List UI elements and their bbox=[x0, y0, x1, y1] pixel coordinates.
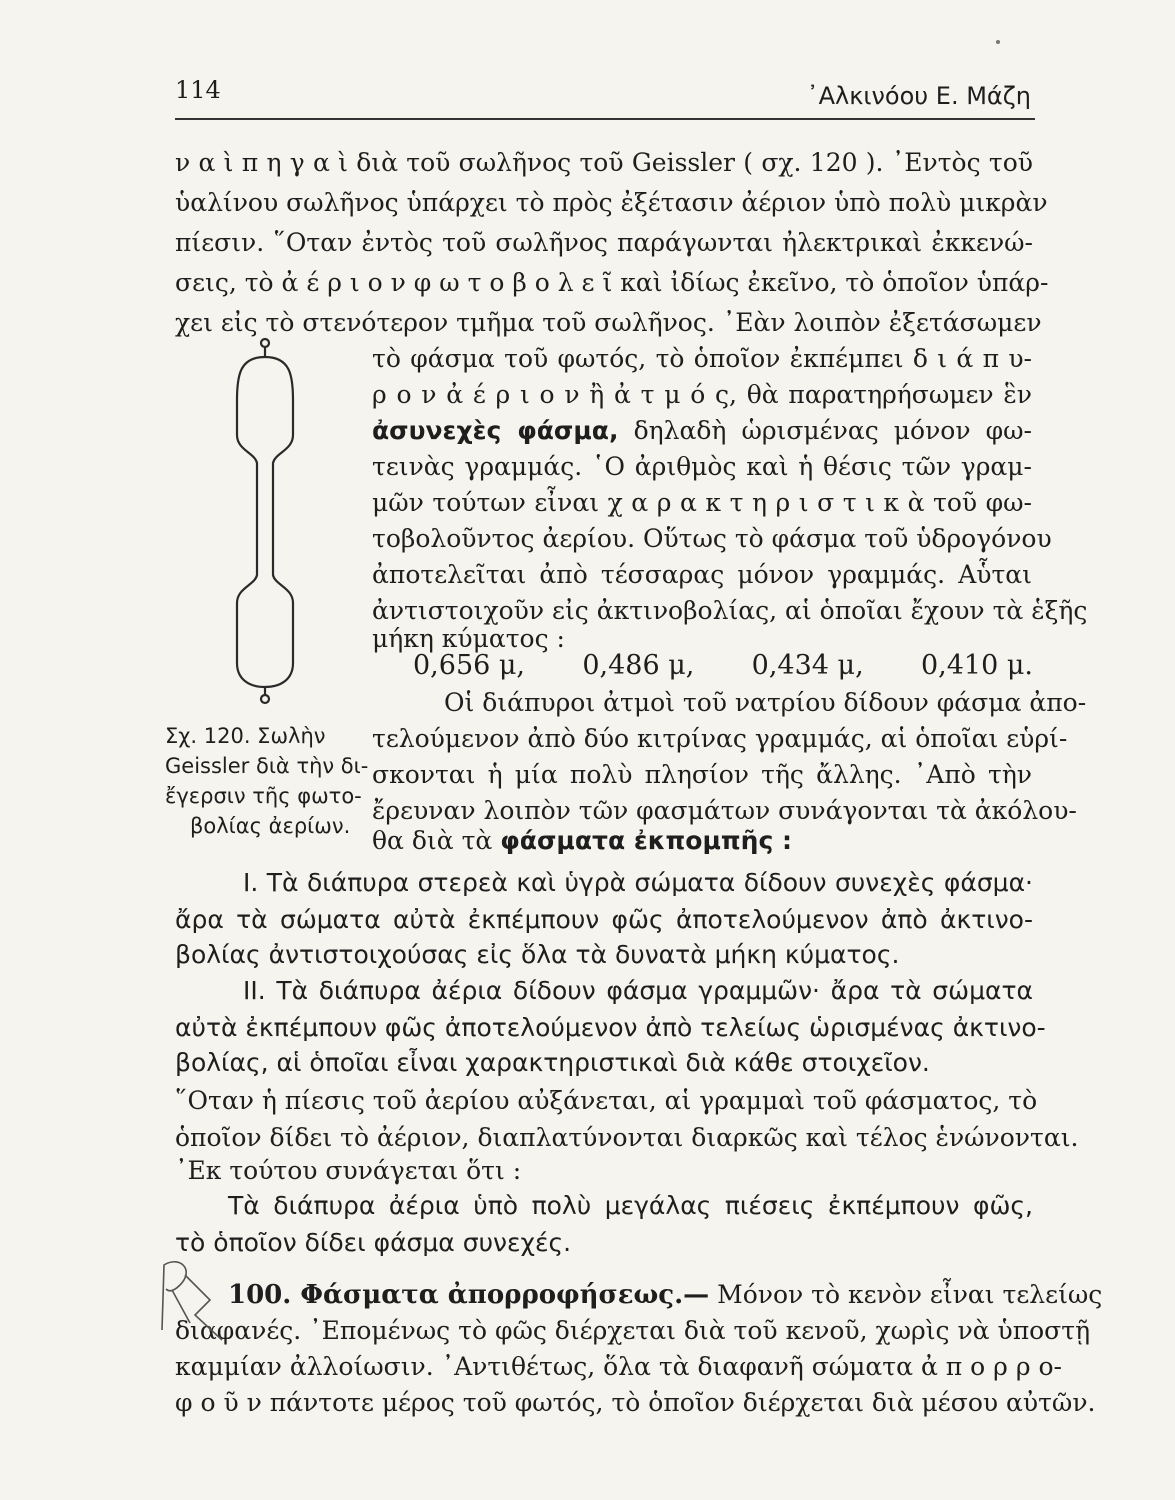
text-line: ἄρα τὰ σώματα αὐτὰ ἐκπέμπουν φῶς ἀποτελούμενον ἀπὸ ἀκτινο- bbox=[175, 905, 1033, 934]
text-line: σκονται ἡ μία πολὺ πλησίον τῆς ἄλλης. ᾿Απὸ τὴν bbox=[372, 760, 1032, 789]
text-line: ᾿Εκ τούτου συνάγεται ὅτι : bbox=[175, 1156, 522, 1185]
figure-caption-line: Geissler διὰ τὴν δι- bbox=[165, 754, 369, 778]
text-line: ἔρευναν λοιπὸν τῶν φασμάτων συνάγονται τὰ ἀκόλου- bbox=[372, 796, 1077, 825]
text-line: σεις, τὸ ἀ έ ρ ι ο ν φ ω τ ο β ο λ ε ῖ καὶ ἰδίως ἐκεῖνο, τὸ ὁποῖον ὑπάρ- bbox=[175, 268, 1049, 297]
text-span: θα διὰ τὰ bbox=[372, 826, 493, 855]
text-line: ἀποτελεῖται ἀπὸ τέσσαρας μόνον γραμμάς. Αὗται bbox=[372, 560, 1032, 589]
text-line: τεινὰς γραμμάς. ῾Ο ἀριθμὸς καὶ ἡ θέσις τῶν γραμ- bbox=[372, 452, 1032, 481]
text-line: Οἱ διάπυροι ἀτμοὶ τοῦ νατρίου δίδουν φάσμα ἀπο- bbox=[444, 688, 1087, 717]
bold-term: ἀσυνεχὲς φάσμα, bbox=[372, 416, 619, 445]
text-span: δηλαδὴ ὡρισμένας μόνον φω- bbox=[633, 416, 1032, 445]
text-line: τὸ φάσμα τοῦ φωτός, τὸ ὁποῖον ἐκπέμπει δ ι ά π υ- bbox=[372, 344, 1032, 373]
text-line: ν α ὶ π η γ α ὶ διὰ τοῦ σωλῆνος τοῦ Geissler ( σχ. 120 ). ᾿Εντὸς τοῦ bbox=[175, 148, 1033, 177]
text-line: διαφανές. ᾿Επομένως τὸ φῶς διέρχεται διὰ τοῦ κενοῦ, χωρὶς νὰ ὑποστῇ bbox=[175, 1316, 1091, 1345]
text-line: καμμίαν ἀλλοίωσιν. ᾿Αντιθέτως, ὅλα τὰ διαφανῆ σώματα ἀ π ο ρ ρ ο- bbox=[175, 1352, 1062, 1381]
text-line: Ι. Τὰ διάπυρα στερεὰ καὶ ὑγρὰ σώματα δίδουν συνεχὲς φάσμα· bbox=[243, 868, 1033, 897]
section-heading-line bbox=[228, 1280, 1103, 1310]
text-line: μήκη κύματος : bbox=[372, 624, 565, 653]
text-line: τελούμενον ἀπὸ δύο κιτρίνας γραμμάς, αἱ ὁποῖαι εὑρί- bbox=[372, 724, 1068, 753]
text-line bbox=[372, 826, 1032, 856]
text-line: ΙΙ. Τὰ διάπυρα ἀέρια δίδουν φάσμα γραμμῶν· ἄρα τὰ σώματα bbox=[243, 976, 1033, 1005]
text-line: βολίας ἀντιστοιχούσας εἰς ὅλα τὰ δυνατὰ μήκη κύματος. bbox=[175, 940, 900, 969]
text-line: ῞Οταν ἡ πίεσις τοῦ ἀερίου αὐξάνεται, αἱ γραμμαὶ τοῦ φάσματος, τὸ bbox=[175, 1086, 1038, 1115]
geissler-tube-figure bbox=[235, 335, 295, 705]
header-rule bbox=[175, 118, 1035, 120]
running-header-author: ᾿Αλκινόου Ε. Μάζη bbox=[806, 82, 1031, 110]
wavelength-values bbox=[413, 650, 1033, 681]
section-heading: 100. Φάσματα ἀπορροφήσεως.— bbox=[228, 1280, 710, 1310]
text-line: αὐτὰ ἐκπέμπουν φῶς ἀποτελούμενον ἀπὸ τελείως ὡρισμένας ἀκτινο- bbox=[175, 1013, 1046, 1042]
text-line: χει εἰς τὸ στενότερον τμῆμα τοῦ σωλῆνος. ᾿Εὰν λοιπὸν ἐξετάσωμεν bbox=[175, 308, 1042, 337]
wavelength-value: 0,410 μ. bbox=[920, 650, 1033, 681]
wavelength-value: 0,486 μ, bbox=[582, 650, 695, 681]
text-line: πίεσιν. ῞Οταν ἐντὸς τοῦ σωλῆνος παράγωνται ἠλεκτρικαὶ ἐκκενώ- bbox=[175, 228, 1033, 257]
text-line: ὁποῖον δίδει τὸ ἀέριον, διαπλατύνονται διαρκῶς καὶ τέλος ἑνώνονται. bbox=[175, 1123, 1079, 1152]
text-line: ἀντιστοιχοῦν εἰς ἀκτινοβολίας, αἱ ὁποῖαι ἔχουν τὰ ἑξῆς bbox=[372, 596, 1088, 625]
text-line: μῶν τούτων εἶναι χ α ρ α κ τ η ρ ι σ τ ι κ ὰ τοῦ φω- bbox=[372, 488, 1032, 517]
bold-term: φάσματα ἐκπομπῆς : bbox=[500, 826, 792, 855]
text-line: τοβολοῦντος ἀερίου. Οὕτως τὸ φάσμα τοῦ ὑδρογόνου bbox=[372, 524, 1052, 553]
page-number: 114 bbox=[175, 76, 221, 104]
wavelength-value: 0,434 μ, bbox=[751, 650, 864, 681]
text-line: φ ο ῦ ν πάντοτε μέρος τοῦ φωτός, τὸ ὁποῖον διέρχεται διὰ μέσου αὐτῶν. bbox=[175, 1388, 1096, 1417]
wavelength-value: 0,656 μ, bbox=[413, 650, 526, 681]
text-line: βολίας, αἱ ὁποῖαι εἶναι χαρακτηριστικαὶ διὰ κάθε στοιχεῖον. bbox=[175, 1048, 930, 1077]
pencil-mark-icon bbox=[150, 1245, 230, 1345]
text-span: Μόνον τὸ κενὸν εἶναι τελείως bbox=[717, 1280, 1103, 1309]
text-line bbox=[372, 416, 1032, 446]
text-line: ὑαλίνου σωλῆνος ὑπάρχει τὸ πρὸς ἐξέτασιν ἀέριον ὑπὸ πολὺ μικρὰν bbox=[175, 188, 1048, 217]
figure-caption-line: ἔγερσιν τῆς φωτο- bbox=[165, 784, 362, 808]
text-line: Τὰ διάπυρα ἀέρια ὑπὸ πολὺ μεγάλας πιέσεις ἐκπέμπουν φῶς, bbox=[228, 1191, 1033, 1220]
text-line: τὸ ὁποῖον δίδει φάσμα συνεχές. bbox=[175, 1228, 572, 1257]
figure-caption-line: Σχ. 120. Σωλὴν bbox=[165, 724, 326, 748]
text-line: ρ ο ν ἀ έ ρ ι ο ν ἢ ἀ τ μ ό ς, θὰ παρατηρήσωμεν ἓν bbox=[372, 380, 1032, 409]
figure-caption-line: βολίας ἀερίων. bbox=[190, 814, 351, 838]
speck bbox=[996, 40, 1000, 44]
